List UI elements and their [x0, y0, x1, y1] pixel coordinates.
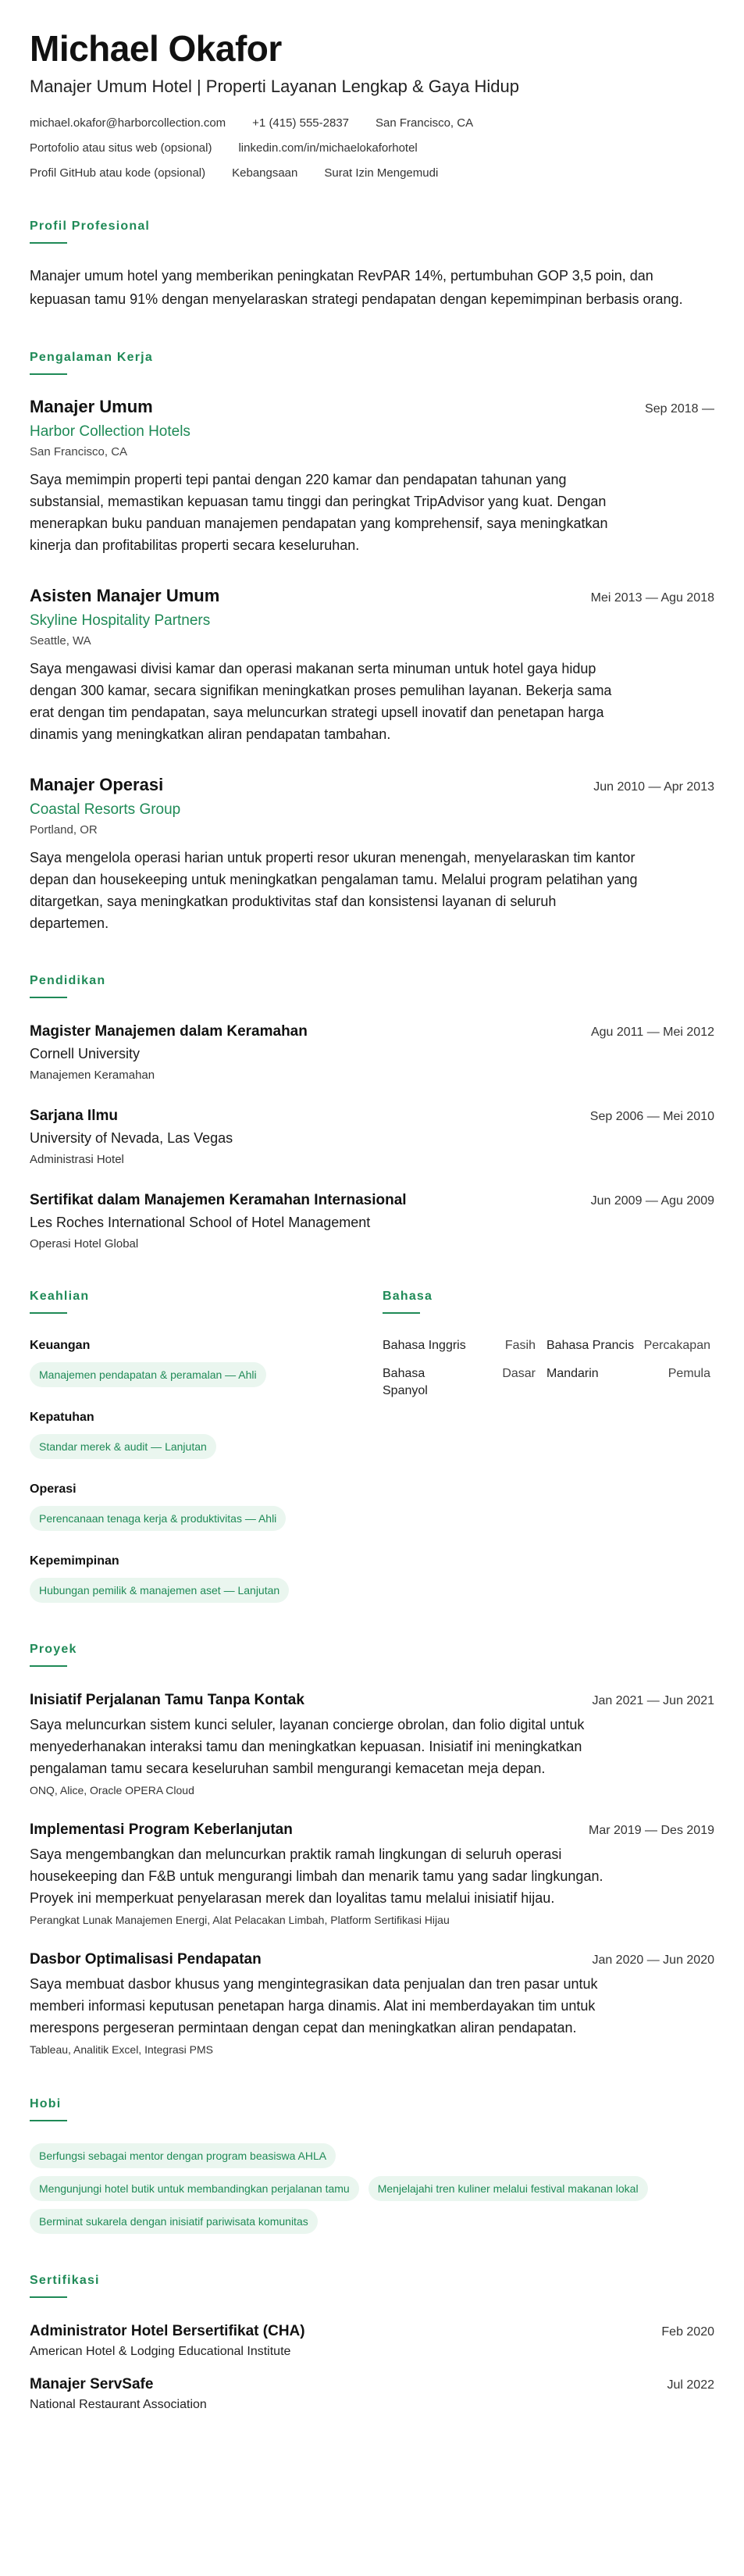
hobbies-section	[30, 2096, 714, 2234]
hobby-chip: Berfungsi sebagai mentor dengan program beasiswa AHLA	[30, 2143, 336, 2168]
project-tech: Tableau, Analitik Excel, Integrasi PMS	[30, 2043, 214, 2056]
contact-nationality: Kebangsaan	[232, 166, 298, 180]
language-level: Percakapan	[643, 1339, 710, 1352]
project-dates: Jan 2021 — Jun 2021	[592, 1694, 714, 1707]
project-entry	[30, 1950, 714, 2057]
job-location: San Francisco, CA	[30, 445, 128, 458]
section-divider	[30, 1312, 67, 1314]
language-level: Pemula	[667, 1367, 710, 1380]
project-dates: Jan 2020 — Jun 2020	[592, 1953, 714, 1967]
education-dates: Agu 2011 — Mei 2012	[590, 1026, 714, 1039]
resume-header	[30, 28, 714, 181]
section-divider	[30, 2120, 67, 2121]
job-dates: Jun 2010 — Apr 2013	[593, 780, 714, 794]
project-dates: Mar 2019 — Des 2019	[589, 1824, 714, 1837]
certification-date: Jul 2022	[667, 2378, 714, 2392]
contact-email[interactable]: michael.okafor@harborcollection.com	[30, 116, 226, 130]
job-title: Manajer Operasi	[30, 775, 164, 794]
skill-chip: Manajemen pendapatan & peramalan — Ahli	[30, 1362, 266, 1387]
project-tech: Perangkat Lunak Manajemen Energi, Alat Pelacakan Limbah, Platform Sertifikasi Hijau	[30, 1914, 450, 1926]
language-name: Bahasa Inggris	[383, 1339, 466, 1352]
education-section	[30, 973, 714, 1253]
section-divider	[30, 2296, 67, 2298]
contact-row-3	[30, 166, 714, 181]
skill-category: Kepatuhan	[30, 1411, 94, 1424]
section-divider	[30, 997, 67, 998]
skill-category: Keuangan	[30, 1339, 91, 1352]
education-field: Manajemen Keramahan	[30, 1069, 155, 1082]
education-dates: Sep 2006 — Mei 2010	[589, 1110, 714, 1123]
section-heading: Bahasa	[383, 1290, 433, 1303]
certification-name: Manajer ServSafe	[30, 2376, 154, 2392]
contact-row-1	[30, 116, 714, 131]
contact-row-2	[30, 141, 714, 156]
job-dates: Mei 2013 — Agu 2018	[590, 591, 714, 605]
project-description: Saya mengembangkan dan meluncurkan praktik ramah lingkungan di seluruh operasi housekeeping dan F&B untuk mengurangi limbah dan menarik tamu yang sadar lingkungan. Proyek ini memperkuat penyelarasan merek dan loyalitas tamu melalui inisiatif hijau.	[30, 1846, 603, 1906]
section-divider	[30, 242, 67, 244]
job-company: Skyline Hospitality Partners	[30, 612, 211, 629]
skill-chip: Perencanaan tenaga kerja & produktivitas — Ahli	[30, 1506, 286, 1531]
job-company: Harbor Collection Hotels	[30, 423, 190, 440]
job-title: Manajer Umum	[30, 397, 153, 416]
education-dates: Jun 2009 — Agu 2009	[590, 1194, 714, 1208]
contact-portfolio[interactable]: Portofolio atau situs web (opsional)	[30, 141, 212, 155]
section-divider	[30, 1665, 67, 1667]
section-divider	[30, 373, 67, 375]
job-description: Saya memimpin properti tepi pantai dengan 220 kamar dan pendapatan tahunan yang substansial, memastikan kepuasan tamu tinggi dan peringkat TripAdvisor yang kuat. Dengan menerapkan buku panduan manajemen pendapatan yang komprehensif, saya meningkatkan kinerja dan profitabilitas properti secara keseluruhan.	[30, 472, 608, 553]
candidate-name: Michael Okafor	[30, 28, 282, 69]
contact-github[interactable]: Profil GitHub atau kode (opsional)	[30, 166, 206, 180]
language-name: Bahasa Spanyol	[383, 1367, 428, 1397]
education-entry	[30, 1106, 714, 1168]
language-name: Bahasa Prancis	[546, 1339, 635, 1352]
projects-section	[30, 1642, 714, 2057]
experience-section	[30, 350, 714, 934]
certification-name: Administrator Hotel Bersertifikat (CHA)	[30, 2323, 305, 2339]
certification-issuer: National Restaurant Association	[30, 2398, 207, 2411]
skills-section	[30, 1289, 383, 1603]
skill-category: Kepemimpinan	[30, 1554, 119, 1568]
language-name: Mandarin	[546, 1367, 599, 1380]
candidate-title: Manajer Umum Hotel | Properti Layanan Lengkap & Gaya Hidup	[30, 77, 519, 96]
skill-chip: Hubungan pemilik & manajemen aset — Lanjutan	[30, 1578, 289, 1603]
job-dates: Sep 2018 —	[645, 402, 714, 416]
skill-category: Operasi	[30, 1482, 77, 1496]
education-school: Cornell University	[30, 1046, 141, 1061]
job-location: Seattle, WA	[30, 634, 91, 648]
education-degree: Sarjana Ilmu	[30, 1108, 118, 1124]
education-entry	[30, 1190, 714, 1253]
education-degree: Magister Manajemen dalam Keramahan	[30, 1023, 308, 1040]
contact-phone[interactable]: +1 (415) 555-2837	[252, 116, 350, 130]
section-heading: Pengalaman Kerja	[30, 351, 153, 364]
project-name: Inisiatif Perjalanan Tamu Tanpa Kontak	[30, 1692, 304, 1708]
project-name: Implementasi Program Keberlanjutan	[30, 1821, 293, 1838]
project-description: Saya meluncurkan sistem kunci seluler, layanan concierge obrolan, dan folio digital untuk menyederhanakan interaksi tamu dan meningkatkan kepuasan. Inisiatif ini meningkatkan pengalaman tamu secara keseluruhan sambil mengurangi kemacetan meja depan.	[30, 1717, 585, 1776]
project-entry	[30, 1820, 714, 1928]
section-heading: Proyek	[30, 1643, 77, 1656]
profile-summary: Manajer umum hotel yang memberikan peningkatan RevPAR 14%, pertumbuhan GOP 3,5 poin, dan kepuasan tamu 91% dengan menyelaraskan strategi pendapatan dengan kepemimpinan berbasis orang.	[30, 268, 683, 307]
job-entry	[30, 584, 714, 745]
education-field: Operasi Hotel Global	[30, 1237, 139, 1251]
languages-section	[383, 1289, 714, 1603]
project-name: Dasbor Optimalisasi Pendapatan	[30, 1951, 262, 1968]
contact-location: San Francisco, CA	[376, 116, 474, 130]
education-entry	[30, 1022, 714, 1084]
section-heading: Pendidikan	[30, 974, 106, 987]
contact-driving-license: Surat Izin Mengemudi	[324, 166, 439, 180]
section-heading: Hobi	[30, 2097, 62, 2110]
certification-entry	[30, 2374, 714, 2414]
section-heading: Profil Profesional	[30, 219, 151, 233]
job-entry	[30, 773, 714, 934]
job-company: Coastal Resorts Group	[30, 801, 181, 818]
hobby-chip: Menjelajahi tren kuliner melalui festival makanan lokal	[368, 2176, 648, 2201]
job-description: Saya mengawasi divisi kamar dan operasi makanan serta minuman untuk hotel gaya hidup dengan 300 kamar, secara signifikan meningkatkan proses pemulihan layanan. Bekerja sama erat dengan tim pendapatan, saya meluncurkan strategi upsell inovatif dan penetapan harga dinamis yang meningkatkan aliran pendapatan tambahan.	[30, 661, 612, 742]
project-description: Saya membuat dasbor khusus yang mengintegrasikan data penjualan dan tren pasar untuk memberi informasi keputusan penetapan harga dinamis. Alat ini memberdayakan tim untuk merespons pergeseran permintaan dengan cepat dan meningkatkan aliran pendapatan.	[30, 1976, 598, 2035]
project-tech: ONQ, Alice, Oracle OPERA Cloud	[30, 1784, 194, 1796]
skills-languages-row	[30, 1289, 714, 1603]
education-field: Administrasi Hotel	[30, 1153, 124, 1166]
section-heading: Sertifikasi	[30, 2274, 100, 2287]
language-level: Fasih	[504, 1339, 536, 1352]
job-title: Asisten Manajer Umum	[30, 586, 220, 605]
hobby-chip: Berminat sukarela dengan inisiatif pariwisata komunitas	[30, 2209, 318, 2234]
languages-grid	[383, 1337, 714, 1400]
certification-entry	[30, 2321, 714, 2360]
language-level: Dasar	[502, 1367, 536, 1380]
certifications-section	[30, 2273, 714, 2414]
contact-linkedin[interactable]: linkedin.com/in/michaelokaforhotel	[238, 141, 418, 155]
education-degree: Sertifikat dalam Manajemen Keramahan Internasional	[30, 1192, 407, 1208]
hobby-chip: Mengunjungi hotel butik untuk membandingkan perjalanan tamu	[30, 2176, 359, 2201]
certification-issuer: American Hotel & Lodging Educational Institute	[30, 2345, 291, 2358]
education-school: University of Nevada, Las Vegas	[30, 1130, 233, 1146]
section-divider	[383, 1312, 420, 1314]
job-entry	[30, 395, 714, 556]
job-location: Portland, OR	[30, 823, 98, 837]
certification-date: Feb 2020	[661, 2325, 714, 2339]
section-heading: Keahlian	[30, 1290, 90, 1303]
hobby-list	[30, 2135, 714, 2234]
job-description: Saya mengelola operasi harian untuk properti resor ukuran menengah, menyelaraskan tim kantor depan dan housekeeping untuk meningkatkan pengalaman tamu. Melalui program pelatihan yang ditargetkan, saya meningkatkan produktivitas staf dan konsistensi layanan di seluruh departemen.	[30, 850, 638, 931]
skill-chip: Standar merek & audit — Lanjutan	[30, 1434, 216, 1459]
education-school: Les Roches International School of Hotel Management	[30, 1215, 371, 1230]
profile-section	[30, 219, 714, 311]
project-entry	[30, 1690, 714, 1798]
